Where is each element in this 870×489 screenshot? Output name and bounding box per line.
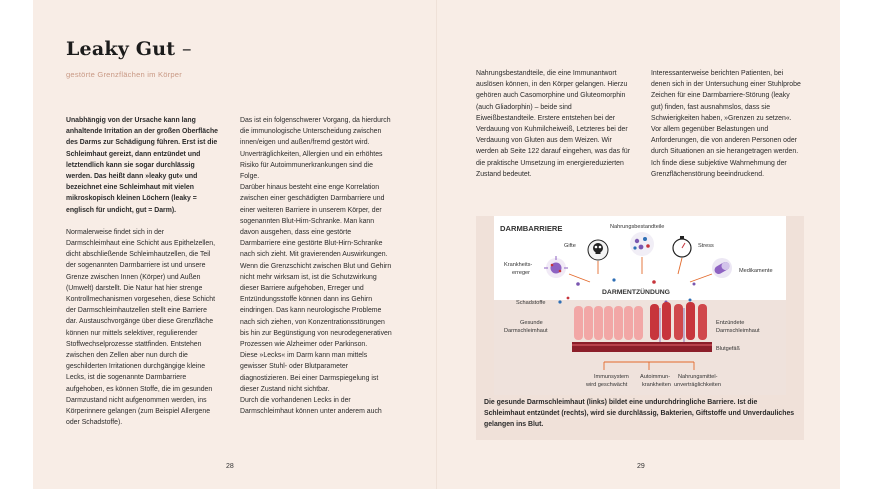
body-paragraph: Normalerweise findet sich in der Darmschleimhaut eine Schicht aus Epithelzellen, dicht abschließende Schleimhautzellen, die Teil der sogenannten Darmbarriere ist und unsere Grenze zwischen Innen (Körper) und Außen (Umwelt) darstellt. Die Natur hat hier strenge Kontrollmechanismen vorgesehen, diese Schicht der Darmschleimhautzellen stellt eine Barriere dar. Austauschvorgänge über diese Grenzfläche können nur mittels selektiver, regulierender Stoffwechselprozesse stattfinden. Entstehen zwischen den Zellen aber nun durch die geschilderten Irritationen durchgängige kleine Lecks, ist die sogenannte Darmbarriere aufgehoben, es können Stoffe, die im gesunden Darmzustand nicht aufgenommen werden, ins Körperinnere gelangen (zum Beispiel Allergene oder Schadstoffe).: [66, 228, 215, 427]
skull-icon: [588, 240, 608, 260]
blood-vessel-highlight: [572, 344, 712, 346]
source-arrows: [569, 257, 712, 282]
text-column-1: [66, 115, 218, 428]
inflamed-mucosa-cells: [650, 302, 707, 340]
food-particles-icon: [630, 232, 654, 256]
outcome-immunsystem-2: wird geschwächt: [586, 382, 628, 388]
title-text: Leaky Gut: [66, 38, 176, 60]
text-column-2: [240, 115, 392, 417]
page-subtitle: gestörte Grenzflächen im Körper: [66, 70, 182, 79]
label-gesunde-1: Gesunde: [520, 320, 543, 326]
paragraph: Diese »Lecks« im Darm kann man mittels gewisser Stuhl- oder Blutparameter diagnostizieren. Bei einer Darmspiegelung ist dieser Zustand nicht sichtbar.: [240, 352, 379, 393]
pill-icon: [712, 258, 732, 278]
label-gifte: Gifte: [564, 243, 576, 249]
paragraph: Darüber hinaus besteht eine enge Korrelation zwischen einer geschädigten Darmbarriere und einer weiteren Barriere in unserem Körper, der sogenannten Blut-Hirn-Schranke. Man kann davon ausgehen, dass eine gestörte Darmbarriere eine gestörte Blut-Hirn-Schranke nach sich zieht. Mit gravierenden Auswirkungen. Wenn die Grenzschicht zwischen Blut und Gehirn nicht mehr wirksam ist, ist die Schutzwirkung dieser Barriere aufgehoben, Erreger und Entzündungsstoffe können dann ins Gehirn eindringen. Das kann neurologische Probleme nach sich ziehen, von Konzentrationsstörungen bis hin zur Begünstigung von neurodegenerativen Prozessen wie Alzheimer oder Parkinson.: [240, 184, 392, 349]
page-number-right: 29: [637, 463, 645, 470]
stopwatch-icon: [673, 236, 691, 257]
outcome-immunsystem-1: Immunsystem: [594, 374, 629, 380]
paragraph: Das ist ein folgenschwerer Vorgang, da hierdurch die immunologische Unterscheidung zwischen innen/eigen und außen/fremd gestört wird. Unverträglichkeiten, Allergien und ein erhöhtes Risiko für Autoimmunerkrankungen sind die Folge.: [240, 117, 391, 181]
gutter-divider: [436, 0, 437, 489]
outcome-autoimmun-2: krankheiten: [642, 382, 671, 388]
healthy-mucosa-cells: [574, 306, 643, 340]
page-title: [66, 38, 192, 60]
outcome-arrows: [604, 362, 694, 370]
heading-darmbarriere: DARMBARRIERE: [500, 224, 563, 233]
label-krankheitserreger-2: erreger: [512, 270, 531, 276]
heading-darmentzuendung: DARMENTZÜNDUNG: [602, 289, 670, 296]
label-gesunde-2: Darmschleimhaut: [504, 328, 548, 334]
label-blutgefaess: Blutgefäß: [716, 346, 740, 352]
label-entzuendete-2: Darmschleimhaut: [716, 328, 760, 334]
text-column-4: [651, 68, 803, 180]
lead-paragraph: Unabhängig von der Ursache kann lang anhaltende Irritation an der großen Oberfläche des Darms zur Schädigung führen. Erst ist die Schleimhaut gereizt, dann entzündet und letztendlich kann sie sogar durchlässig werden. Das heißt dann »leaky gut« und bezeichnet eine Schleimhaut mit vielen mikroskopisch kleinen Löchern (leaky = englisch für undicht, gut = Darm).: [66, 117, 219, 214]
text-column-3: [476, 68, 632, 180]
label-stress: Stress: [698, 243, 714, 249]
blood-vessel: [572, 342, 712, 352]
label-nahrungsbestandteile: Nahrungsbestandteile: [610, 224, 665, 230]
label-krankheitserreger-1: Krankheits-: [504, 262, 533, 268]
outcome-nahrungsmittel-1: Nahrungsmittel-: [678, 374, 718, 380]
outcome-autoimmun-1: Autoimmun-: [640, 374, 671, 380]
paragraph: Durch die vorhandenen Lecks in der Darmschleimhaut können unter anderem auch: [240, 397, 382, 416]
bacteria-icon: [544, 256, 568, 278]
page-number-left: 28: [226, 463, 234, 470]
gut-barrier-illustration: [494, 216, 786, 395]
outcome-nahrungsmittel-2: unverträglichkeiten: [674, 382, 721, 388]
paragraph: Nahrungsbestandteile, die eine Immunantwort auslösen können, in den Körper gelangen. Hierzu gehören auch Casomorphine und Gluteomorphin (auch Gliadorphin) – beide sind Eiweißbestandteile. Erstere entstehen bei der Verdauung von Kuhmilcheiweiß, Letzteres bei der Verdauung von Gluten aus dem Weizen. Wir werden ab Seite 122 darauf eingehen, was das für die praktische Umsetzung im energiereduzierten Zustand bedeutet.: [476, 70, 630, 178]
label-schadstoffe: Schadstoffe: [516, 300, 546, 306]
label-medikamente: Medikamente: [739, 268, 773, 274]
title-dash: –: [182, 38, 192, 60]
paragraph: Interessanterweise berichten Patienten, bei denen sich in der Untersuchung einer Stuhlprobe Zeichen für eine Darmbarriere-Störung (leaky gut) finden, fast ausnahmslos, dass sie Schwierigkeiten haben, »Grenzen zu setzen«. Vor allem gegenüber Belastungen und Anforderungen, die von anderen Personen oder durch Situationen an sie herangetragen werden. Ich finde diese subjektive Wahrnehmung der Grenzflächenstörung beeindruckend.: [651, 70, 801, 178]
label-entzuendete-1: Entzündete: [716, 320, 745, 326]
figure-caption: Die gesunde Darmschleimhaut (links) bildet eine undurchdringliche Barriere. Ist die Schleimhaut entzündet (rechts), wird sie durchlässig, Bakterien, Giftstoffe und Unverdauliches gelangen ins Blut.: [484, 399, 795, 429]
